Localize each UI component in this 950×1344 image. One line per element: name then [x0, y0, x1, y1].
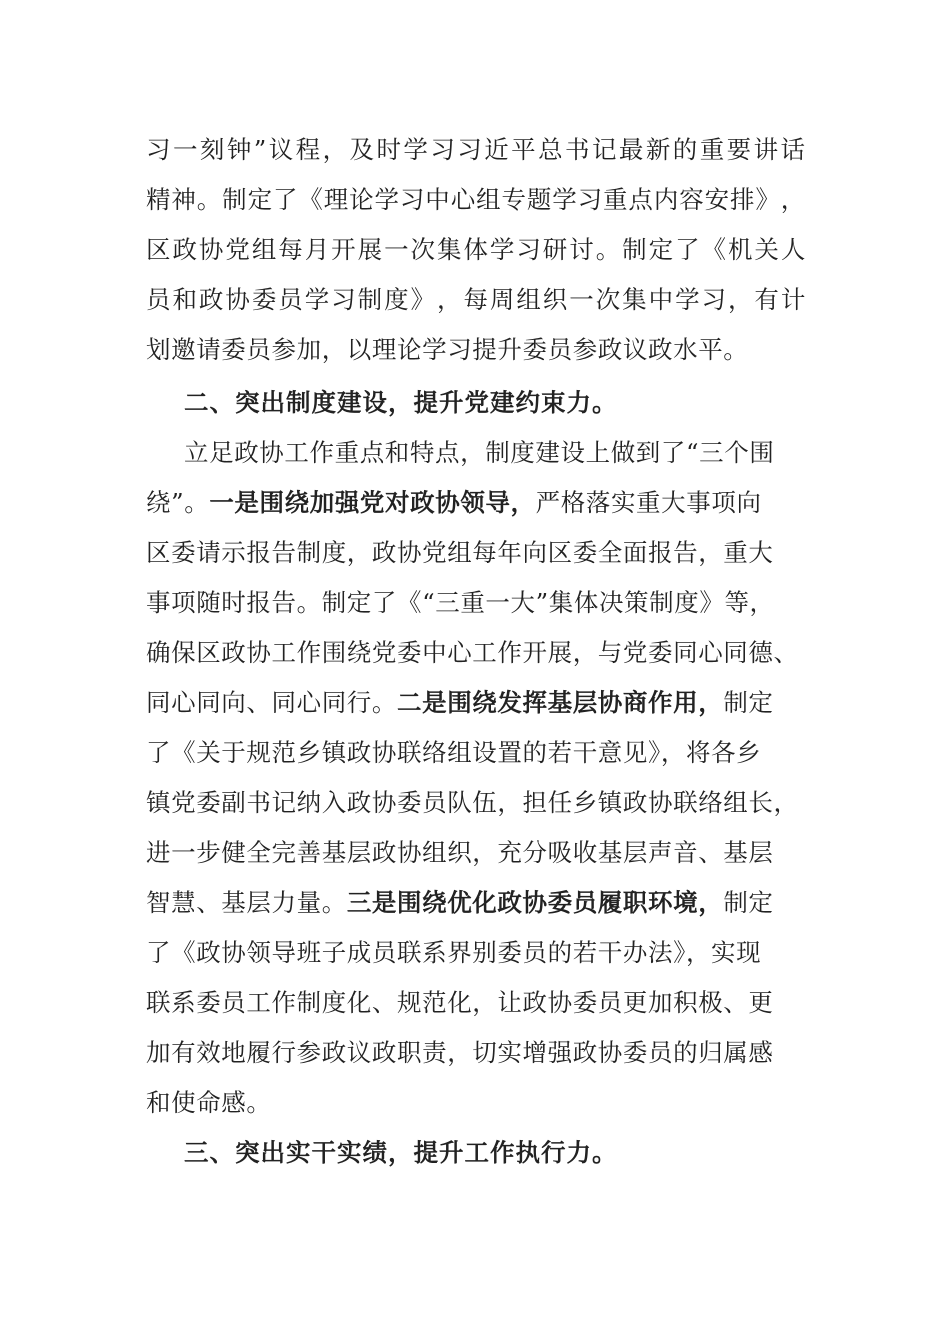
- paragraph-2-line-6-text-a: 同心同向、同心同行。: [146, 688, 397, 717]
- emphasis-point-2: 二是围绕发挥基层协商作用，: [397, 688, 724, 717]
- section-heading-2: 二、突出制度建设，提升党建约束力。: [184, 388, 618, 417]
- paragraph-2-line-9: 进一步健全完善基层政协组织，充分吸收基层声音、基层: [146, 838, 774, 867]
- paragraph-2-line-2-text-c: 严格落实重大事项向: [535, 488, 762, 517]
- paragraph-2-line-3: 区委请示报告制度，政协党组每年向区委全面报告，重大: [146, 538, 774, 567]
- paragraph-1-line-2: 精 神 。 制 定 了 《 理 论 学 习 中 心 组 专 题 学 习 重 点 内 容 安 排 》 ，: [146, 185, 806, 214]
- paragraph-1-line-5: 划邀请委员参加，以理论学习提升委员参政议政水平。: [146, 335, 749, 364]
- paragraph-2-line-1: 立足政协工作重点和特点，制度建设上做到了“三个围: [184, 438, 775, 467]
- paragraph-2-line-5: 确保区政协工作围绕党委中心工作开展，与党委同心同德、: [146, 638, 799, 667]
- paragraph-2-line-2: [146, 483, 806, 523]
- section-heading-3: 三、突出实干实绩，提升工作执行力。: [184, 1138, 618, 1167]
- paragraph-2-line-4: 事项随时报告。制定了《“三重一大”集体决策制度》等，: [146, 588, 775, 617]
- paragraph-2-line-12: 联系委员工作制度化、规范化，让政协委员更加积极、更: [146, 988, 774, 1017]
- paragraph-2-line-6: [146, 683, 806, 723]
- paragraph-2-line-7: 了《关于规范乡镇政协联络组设置的若干意见》，将各乡: [146, 738, 762, 767]
- paragraph-2-line-6-text-c: 制定: [723, 688, 774, 717]
- paragraph-1-line-1: 习 一 刻 钟 ” 议 程 ， 及 时 学 习 习 近 平 总 书 记 最 新 的 重 要 讲 话: [146, 135, 806, 164]
- paragraph-2-line-11: 了《政协领导班子成员联系界别委员的若干办法》，实现: [146, 938, 762, 967]
- emphasis-point-1: 一是围绕加强党对政协领导，: [209, 488, 536, 517]
- paragraph-2-line-10-text-c: 制定: [723, 888, 774, 917]
- paragraph-2-line-10: [146, 883, 806, 923]
- paragraph-2-line-13: 加有效地履行参政议政职责，切实增强政协委员的归属感: [146, 1038, 774, 1067]
- paragraph-2-line-8: 镇党委副书记纳入政协委员队伍，担任乡镇政协联络组长，: [146, 788, 799, 817]
- paragraph-1-line-4: 员 和 政 协 委 员 学 习 制 度 》 ， 每 周 组 织 一 次 集 中 学 习 ， 有 计: [146, 285, 806, 314]
- paragraph-2-line-10-text-a: 智慧、基层力量。: [146, 888, 347, 917]
- paragraph-2-line-2-text-a: 绕”。: [146, 488, 210, 517]
- paragraph-1-line-3: 区 政 协 党 组 每 月 开 展 一 次 集 体 学 习 研 讨 。 制 定 了 《 机 关 人: [146, 235, 806, 264]
- emphasis-point-3: 三是围绕优化政协委员履职环境，: [346, 888, 724, 917]
- paragraph-2-line-14: 和使命感。: [146, 1088, 272, 1117]
